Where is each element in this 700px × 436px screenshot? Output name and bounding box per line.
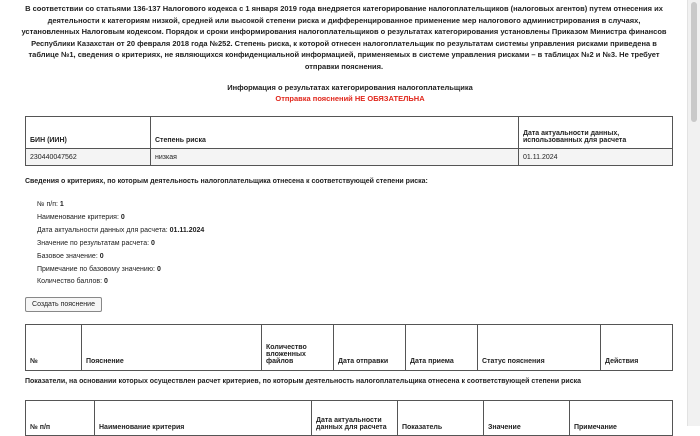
header-actions: Действия [601, 325, 673, 371]
list-item: Дата актуальности данных для расчета: 01.11.2024 [37, 226, 205, 234]
explanations-table [25, 324, 673, 371]
table-header-row [26, 117, 673, 149]
list-item: Базовое значение: 0 [37, 252, 104, 260]
header-value: Значение [484, 401, 570, 436]
header-risk: Степень риска [151, 117, 519, 149]
header-date: Дата актуальности данных, использованных для расчета [519, 117, 673, 149]
header-note: Примечание [570, 401, 673, 436]
header-indicator: Показатель [398, 401, 484, 436]
taxpayer-table [25, 116, 673, 166]
vertical-scrollbar[interactable] [687, 0, 700, 426]
info-title: Информация о результатах категорирования налогоплательщика [227, 83, 473, 92]
header-data-date: Дата актуальности данных для расчета [312, 401, 398, 436]
scrollbar-thumb[interactable] [691, 2, 697, 122]
table-header-row [26, 325, 673, 371]
cell-bin: 230440047562 [26, 149, 151, 166]
header-explanation: Пояснение [82, 325, 262, 371]
table-row [26, 149, 673, 166]
header-status: Статус пояснения [478, 325, 601, 371]
indicators-table [25, 400, 673, 436]
create-explanation-button[interactable]: Создать пояснение [25, 297, 102, 312]
indicators-title: Показатели, на основании которых осуществлен расчет критериев, по которым деятельность налогоплательщика отнесена к соответствующей степени риска [25, 378, 582, 385]
list-item: Примечание по базовому значению: 0 [37, 265, 161, 273]
list-item: Количество баллов: 0 [37, 278, 108, 286]
header-num: № [26, 325, 82, 371]
cell-date: 01.11.2024 [519, 149, 673, 166]
list-item: Значение по результатам расчета: 0 [37, 239, 155, 247]
header-sent-date: Дата отправки [334, 325, 406, 371]
table-header-row [26, 401, 673, 436]
list-item: Наименование критерия: 0 [37, 213, 125, 221]
intro-text: В соответствии со статьями 136-137 Налогового кодекса с 1 января 2019 года внедряется категорирование налогоплательщиков (налоговых агентов) путем отнесения их деятельности к категориям низкой, средней или высокой степени риска и дифференцированное применение мер налогового администрирования в случаях, установленных Налоговым кодексом. Порядок и сроки информирования налогоплательщиков о результатах категорирования установлены Приказом Министра финансов Республики Казахстан от 20 февраля 2018 года №252. Степень риска, к которой отнесен налогоплательщик по результатам системы управления рисками приведена в таблице №1, сведения о критериях, не являющихся конфиденциальной информацией, применяемых в системе управления рисками – в таблицах №2 и №3. Не требует отправки пояснения. [21, 4, 667, 71]
list-item: № п/п: 1 [37, 201, 64, 208]
cell-risk: низкая [151, 149, 519, 166]
header-criterion-name: Наименование критерия [95, 401, 312, 436]
header-bin: БИН (ИИН) [26, 117, 151, 149]
header-files: Количество вложенных файлов [262, 325, 334, 371]
header-num: № п/п [26, 401, 95, 436]
explanation-warning: Отправка пояснений НЕ ОБЯЗАТЕЛЬНА [275, 94, 425, 103]
header-received-date: Дата приема [406, 325, 478, 371]
criteria-title: Сведения о критериях, по которым деятельность налогоплательщика отнесена к соответствующей степени риска: [25, 178, 428, 185]
criteria-list [37, 199, 204, 289]
